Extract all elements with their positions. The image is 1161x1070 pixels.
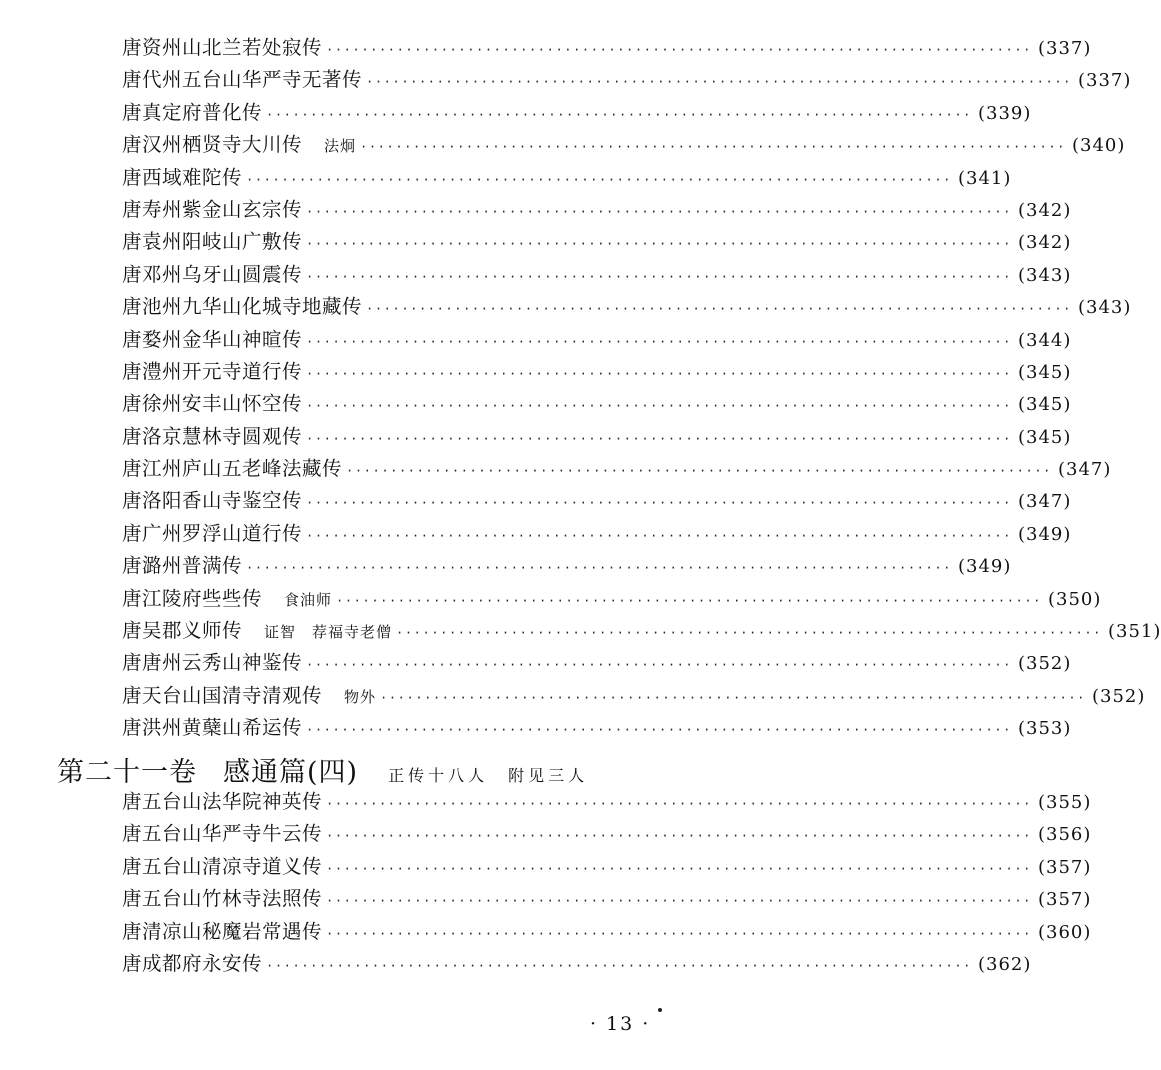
dot-leader: ················································································	[306, 399, 1012, 414]
dot-leader: ················································································	[366, 302, 1072, 317]
dot-leader: ················································································	[246, 561, 952, 576]
entry-note: 法炯	[324, 137, 357, 156]
entry-page: (356)	[1037, 824, 1092, 846]
volume-note: 正传十八人 附见三人	[388, 766, 589, 785]
dot-leader: ················································································	[306, 496, 1012, 511]
dot-leader: ················································································	[326, 861, 1032, 876]
entry-title: 唐澧州开元寺道行传	[122, 359, 303, 383]
entry-page: (353)	[1017, 718, 1072, 740]
dot-leader: ················································································	[306, 237, 1012, 252]
entry-page: (345)	[1017, 361, 1072, 383]
dot-leader: ················································································	[326, 926, 1032, 941]
toc-entry	[122, 818, 1092, 850]
dot-leader: ················································································	[326, 894, 1032, 909]
entry-page: (343)	[1077, 297, 1132, 319]
entry-title: 唐洛阳香山寺鉴空传	[122, 489, 303, 513]
dot-leader: ················································································	[306, 269, 1012, 284]
entry-page: (355)	[1037, 792, 1092, 813]
entry-title: 唐五台山华严寺牛云传	[122, 822, 323, 846]
toc-entry	[122, 194, 1072, 226]
entry-page: (341)	[957, 167, 1012, 189]
entry-note: 证智 荐福寺老僧	[264, 623, 393, 642]
entry-title: 唐池州九华山化城寺地藏传	[122, 295, 363, 319]
toc-entry	[122, 64, 1132, 96]
entry-page: (349)	[957, 556, 1012, 578]
dot-leader: ················································································	[306, 723, 1012, 738]
entry-title: 唐江陵府些些传	[122, 586, 263, 610]
toc-entry	[122, 97, 1032, 129]
entry-page: (350)	[1048, 588, 1102, 610]
entry-page: (352)	[1017, 653, 1072, 675]
entry-page: (339)	[977, 102, 1032, 124]
toc-entry	[122, 226, 1072, 258]
toc-entry	[122, 948, 1032, 980]
entry-title: 唐五台山竹林寺法照传	[122, 887, 323, 911]
entry-page: (337)	[1037, 38, 1092, 59]
dot-leader: ················································································	[306, 366, 1012, 381]
entry-page: (344)	[1017, 329, 1072, 351]
entry-title: 唐江州庐山五老峰法藏传	[122, 457, 343, 481]
entry-title: 唐邓州乌牙山圆震传	[122, 262, 303, 286]
entry-page: (343)	[1017, 264, 1072, 286]
toc-entry	[122, 615, 1161, 647]
entry-title: 唐天台山国清寺清观传	[122, 683, 323, 707]
toc-entry	[122, 518, 1072, 550]
toc-entry	[122, 786, 1092, 818]
toc-entry	[122, 356, 1072, 388]
entry-title: 唐洛京慧林寺圆观传	[122, 424, 303, 448]
print-speck	[658, 1008, 662, 1012]
entry-title: 唐清凉山秘魔岩常遇传	[122, 919, 323, 943]
entry-page: (337)	[1077, 70, 1132, 92]
dot-leader: ················································································	[306, 204, 1012, 219]
entry-title: 唐吴郡义师传	[122, 619, 243, 643]
entry-title: 唐广州罗浮山道行传	[122, 521, 303, 545]
dot-leader: ················································································	[396, 626, 1102, 641]
toc-entry	[122, 851, 1092, 883]
entry-title: 唐西域难陀传	[122, 165, 243, 189]
entry-title: 唐汉州栖贤寺大川传	[122, 133, 303, 157]
entry-title: 唐潞州普满传	[122, 554, 243, 578]
entry-note: 物外	[344, 687, 377, 706]
toc-entry	[122, 421, 1072, 453]
entry-note: 食油师	[284, 590, 333, 609]
entry-title: 唐五台山清凉寺道义传	[122, 854, 323, 878]
entry-page: (345)	[1017, 394, 1072, 416]
volume-number: 第二十一卷	[57, 757, 197, 788]
entry-title: 唐袁州阳岐山广敷传	[122, 230, 303, 254]
dot-leader: ················································································	[326, 797, 1032, 811]
toc-entry	[122, 32, 1092, 64]
page-number: · 13 ·	[590, 1013, 651, 1035]
toc-entry	[122, 583, 1102, 615]
dot-leader: ················································································	[266, 107, 972, 122]
entry-title: 唐资州山北兰若处寂传	[122, 36, 323, 59]
entry-page: (345)	[1017, 426, 1072, 448]
entry-page: (347)	[1057, 459, 1112, 481]
dot-leader: ················································································	[266, 958, 972, 973]
entry-page: (342)	[1017, 199, 1072, 221]
entry-title: 唐五台山法华院神英传	[122, 790, 323, 813]
toc-entry	[122, 680, 1146, 712]
dot-leader: ················································································	[306, 334, 1012, 349]
entry-page: (347)	[1017, 491, 1072, 513]
entry-title: 唐寿州紫金山玄宗传	[122, 197, 303, 221]
dot-leader: ················································································	[336, 593, 1042, 608]
dot-leader: ················································································	[306, 431, 1012, 446]
dot-leader: ················································································	[360, 140, 1066, 155]
entry-page: (342)	[1017, 232, 1072, 254]
entry-title: 唐唐州云秀山神鉴传	[122, 651, 303, 675]
entry-page: (351)	[1108, 621, 1161, 643]
toc-entry	[122, 916, 1092, 948]
entry-title: 唐徐州安丰山怀空传	[122, 392, 303, 416]
toc-entry	[122, 647, 1072, 679]
dot-leader: ················································································	[306, 528, 1012, 543]
toc-entry	[122, 485, 1072, 517]
entry-title: 唐婺州金华山神暄传	[122, 327, 303, 351]
entry-page: (360)	[1037, 921, 1092, 943]
entry-title: 唐代州五台山华严寺无著传	[122, 68, 363, 92]
toc-entry	[122, 324, 1072, 356]
entry-title: 唐真定府普化传	[122, 100, 263, 124]
entry-page: (340)	[1072, 135, 1126, 157]
dot-leader: ················································································	[326, 43, 1032, 57]
toc-entry	[122, 883, 1092, 915]
toc-entry	[122, 259, 1072, 291]
dot-leader: ················································································	[306, 658, 1012, 673]
entry-page: (357)	[1037, 889, 1092, 911]
entry-title: 唐洪州黄蘖山希运传	[122, 716, 303, 740]
toc-entry	[122, 388, 1072, 420]
volume-title: 感通篇(四)	[223, 757, 359, 788]
toc-entry	[122, 291, 1132, 323]
toc-entry	[122, 550, 1012, 582]
entry-page: (352)	[1092, 685, 1146, 707]
dot-leader: ················································································	[366, 75, 1072, 90]
toc-entry-list	[122, 32, 1161, 745]
dot-leader: ················································································	[380, 690, 1086, 705]
dot-leader: ················································································	[246, 172, 952, 187]
dot-leader: ················································································	[326, 829, 1032, 844]
toc-entry	[122, 129, 1126, 161]
toc-entry-list-2	[122, 786, 1092, 980]
entry-page: (362)	[977, 953, 1032, 975]
entry-page: (349)	[1017, 523, 1072, 545]
toc-entry	[122, 712, 1072, 744]
entry-title: 唐成都府永安传	[122, 951, 263, 975]
entry-page: (357)	[1037, 856, 1092, 878]
dot-leader: ················································································	[346, 464, 1052, 479]
toc-entry	[122, 453, 1112, 485]
toc-entry	[122, 162, 1012, 194]
